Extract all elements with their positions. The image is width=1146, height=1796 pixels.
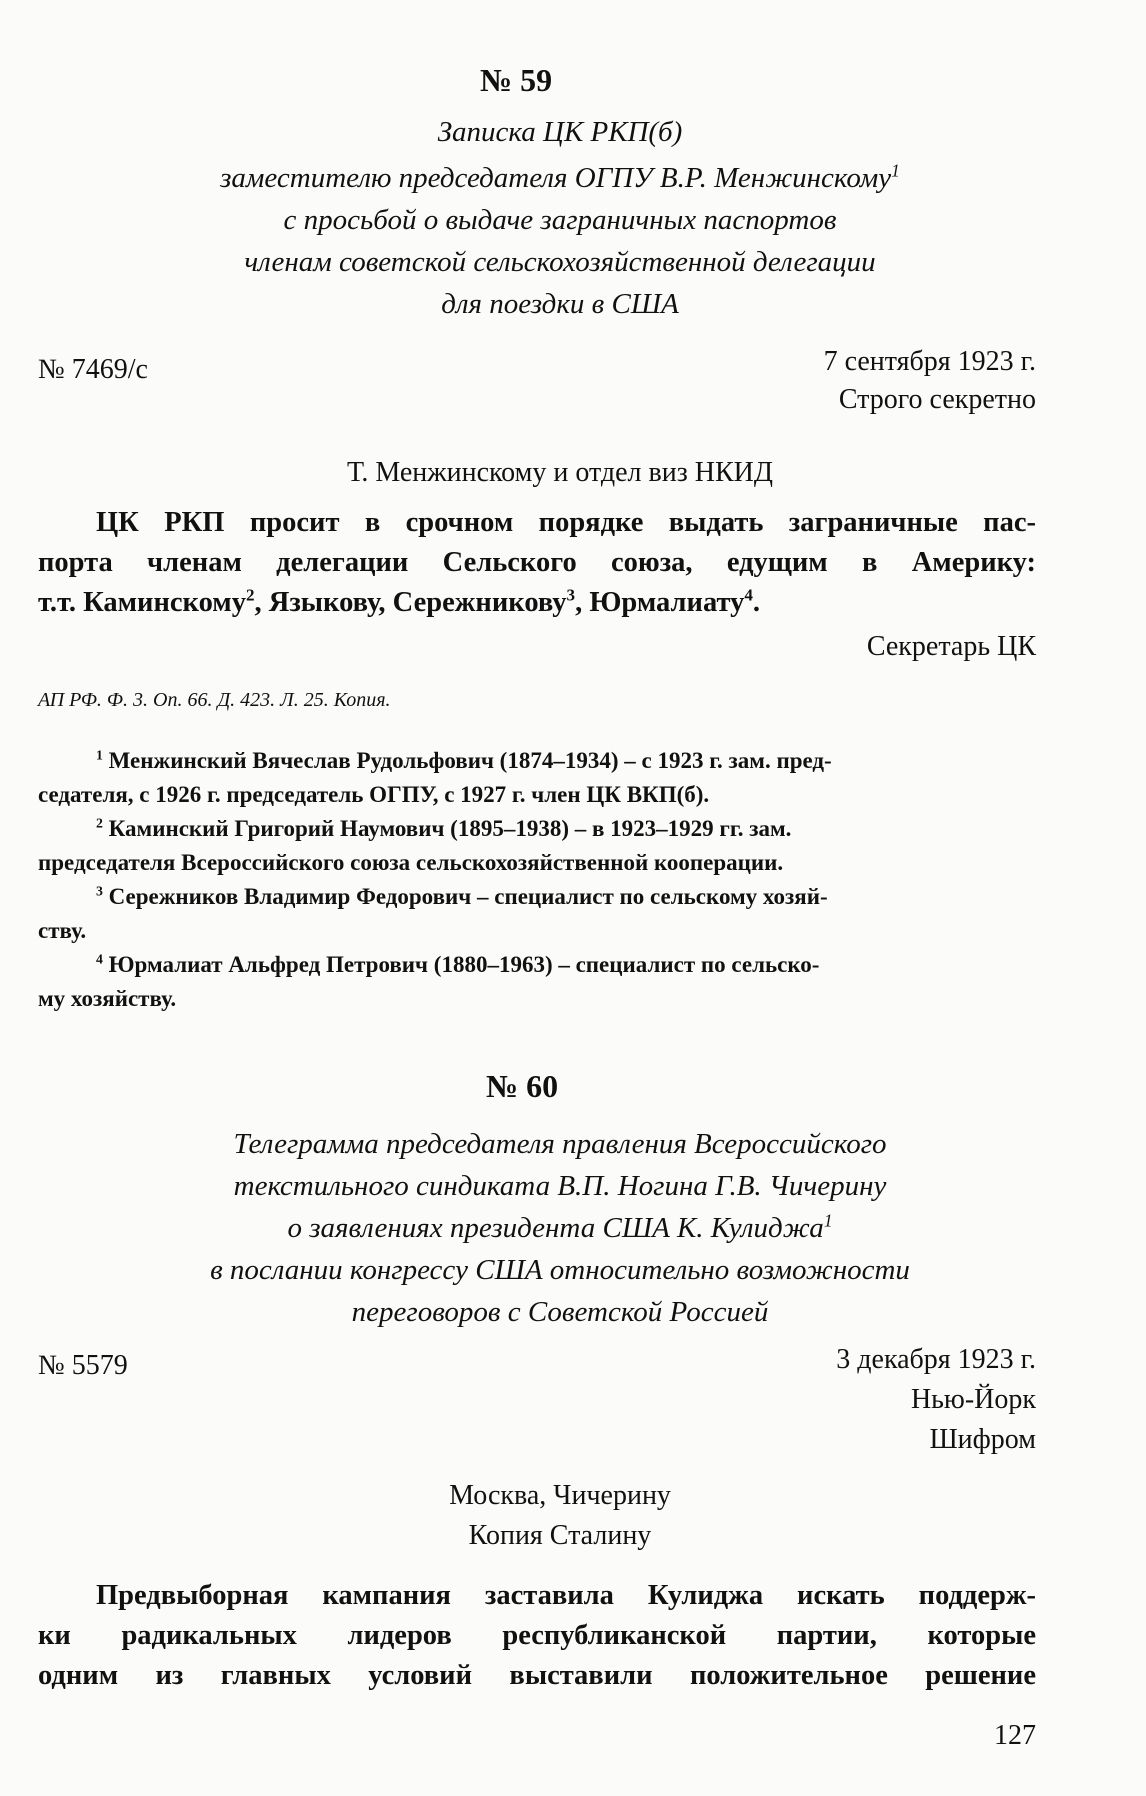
- footnote-2-cont: председателя Всероссийского союза сельскохозяйственной кооперации.: [38, 850, 784, 875]
- doc60-address-1: Москва, Чичерину: [449, 1480, 671, 1511]
- footnote-4-cont: му хозяйству.: [38, 986, 177, 1011]
- doc60-reg-number: № 5579: [38, 1350, 128, 1381]
- doc60-number: № 60: [486, 1068, 559, 1104]
- doc59-title-line-3: с просьбой о выдаче заграничных паспортов: [283, 204, 837, 236]
- doc59-reg-number: № 7469/с: [38, 354, 148, 385]
- doc59-names-line: т.т. Каминскому$^2$, Языкову, Сережникову$^3$, Юрмалиату$^4$.: [38, 585, 761, 618]
- doc60-address-2: Копия Сталину: [468, 1520, 652, 1551]
- footnote-3: $^3$ Сережников Владимир Федорович – специалист по сельскому хозяй-: [96, 883, 828, 909]
- doc59-archive-source: АП РФ. Ф. 3. Оп. 66. Д. 423. Л. 25. Копия.: [38, 689, 391, 711]
- doc59-classification: Строго секретно: [838, 384, 1036, 415]
- doc60-body-line-3: одним из главных условий выставили положительное решение: [38, 1660, 1036, 1691]
- doc60-place: Нью-Йорк: [910, 1384, 1036, 1415]
- footnote-1: $^1$ Менжинский Вячеслав Рудольфович (1874–1934) – с 1923 г. зам. пред-: [96, 747, 832, 773]
- doc60-title-line-1: Телеграмма председателя правления Всероссийского: [233, 1128, 887, 1160]
- doc59-addressee: Т. Менжинскому и отдел виз НКИД: [347, 457, 773, 488]
- footnote-mark: 1: [823, 1210, 833, 1231]
- doc60-date: 3 декабря 1923 г.: [836, 1344, 1036, 1375]
- doc60-title-line-3: о заявлениях президента США К. Кулиджа$^1$: [287, 1210, 833, 1244]
- doc59-body-line-1: ЦК РКП просит в срочном порядке выдать заграничные пас-: [96, 507, 1036, 538]
- doc60-body-line-2: ки радикальных лидеров республиканской партии, которые: [38, 1620, 1036, 1651]
- doc59-title-line-2: заместителю председателя ОГПУ В.Р. Менжинскому$^1$: [220, 160, 900, 194]
- doc59-date: 7 сентября 1923 г.: [823, 346, 1036, 377]
- doc59-body-line-2: порта членам делегации Сельского союза, едущим в Америку:: [38, 547, 1036, 578]
- doc60-title-line-5: переговоров с Советской Россией: [351, 1296, 769, 1328]
- footnote-2: $^2$ Каминский Григорий Наумович (1895–1938) – в 1923–1929 гг. зам.: [96, 815, 792, 841]
- doc60-title-line-4: в послании конгрессу США относительно возможности: [210, 1254, 910, 1286]
- doc60-cipher: Шифром: [929, 1424, 1036, 1455]
- footnote-1-cont: седателя, с 1926 г. председатель ОГПУ, с 1927 г. член ЦК ВКП(б).: [38, 782, 710, 807]
- doc60-body-line-1: Предвыборная кампания заставила Кулиджа искать поддерж-: [96, 1580, 1036, 1611]
- doc59-title-line-4: членам советской сельскохозяйственной делегации: [244, 246, 876, 278]
- page-number: 127: [994, 1720, 1036, 1751]
- footnote-3-cont: ству.: [38, 918, 87, 943]
- doc59-signature: Секретарь ЦК: [866, 631, 1036, 662]
- doc60-title-line-2: текстильного синдиката В.П. Ногина Г.В. Чичерину: [233, 1170, 887, 1202]
- doc59-title-line-1: Записка ЦК РКП(б): [437, 116, 683, 148]
- footnote-4: $^4$ Юрмалиат Альфред Петрович (1880–1963) – специалист по сельско-: [96, 951, 820, 977]
- doc59-title-line-5: для поездки в США: [441, 288, 679, 320]
- doc59-number: № 59: [480, 62, 553, 98]
- footnote-mark: 1: [891, 160, 900, 181]
